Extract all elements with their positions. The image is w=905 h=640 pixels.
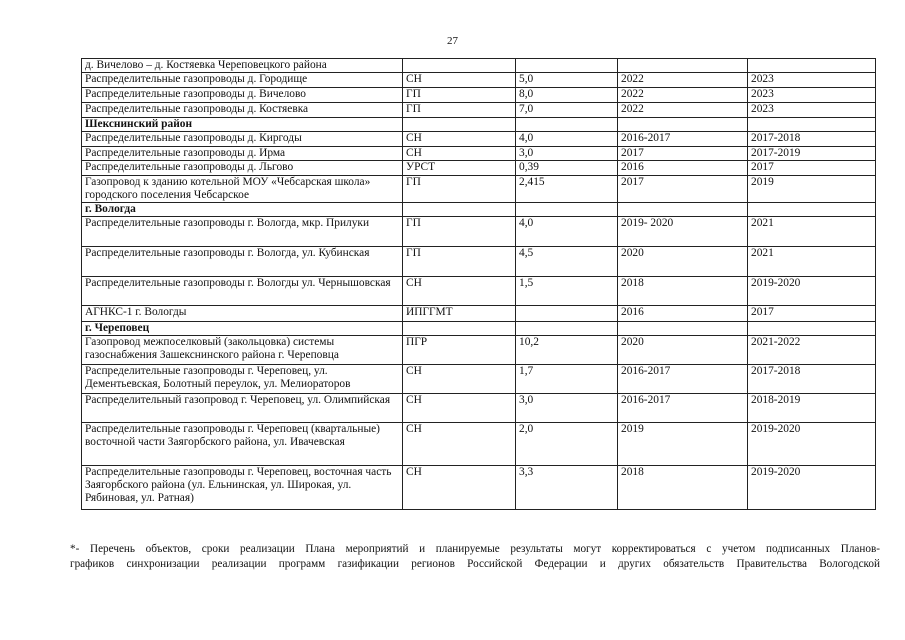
start-period-cell: 2022	[618, 73, 748, 88]
object-name-cell: Распределительный газопровод г. Череповец, ул. Олимпийская	[82, 394, 403, 423]
pipeline-type-cell: СН	[403, 423, 516, 466]
table-row	[82, 88, 876, 103]
table-row	[82, 365, 876, 394]
table-row	[82, 394, 876, 423]
length-cell	[516, 118, 618, 132]
start-period-cell: 2016-2017	[618, 132, 748, 147]
length-cell	[516, 322, 618, 336]
table-row	[82, 147, 876, 161]
start-period-cell: 2017	[618, 176, 748, 203]
pipeline-type-cell: ГП	[403, 103, 516, 118]
footnote	[70, 542, 880, 572]
object-name-cell: Распределительные газопроводы д. Вичелово	[82, 88, 403, 103]
end-period-cell: 2019	[748, 176, 876, 203]
length-cell: 1,7	[516, 365, 618, 394]
object-name-cell: Распределительные газопроводы д. Костяевка	[82, 103, 403, 118]
end-period-cell	[748, 59, 876, 73]
length-cell: 2,0	[516, 423, 618, 466]
end-period-cell	[748, 322, 876, 336]
pipeline-type-cell: ГП	[403, 247, 516, 277]
length-cell: 4,5	[516, 247, 618, 277]
start-period-cell: 2016-2017	[618, 365, 748, 394]
object-name-cell: Газопровод к зданию котельной МОУ «Чебсарская школа» городского поселения Чебсарское	[82, 176, 403, 203]
table-row	[82, 103, 876, 118]
length-cell	[516, 306, 618, 322]
pipeline-type-cell: ГП	[403, 88, 516, 103]
length-cell: 5,0	[516, 73, 618, 88]
table-row	[82, 59, 876, 73]
footnote-line-2: графиков синхронизации реализации программ газификации регионов Российской Федерации и других обязательств Правительства Вологодской	[70, 558, 880, 570]
start-period-cell: 2018	[618, 277, 748, 306]
pipeline-type-cell	[403, 322, 516, 336]
pipeline-type-cell: ПГР	[403, 336, 516, 365]
length-cell: 7,0	[516, 103, 618, 118]
length-cell: 3,0	[516, 147, 618, 161]
object-name-cell: Распределительные газопроводы г. Вологда, мкр. Прилуки	[82, 217, 403, 247]
start-period-cell: 2020	[618, 336, 748, 365]
pipeline-type-cell: СН	[403, 277, 516, 306]
end-period-cell: 2019-2020	[748, 423, 876, 466]
pipeline-type-cell: УРСТ	[403, 161, 516, 176]
gas-pipeline-table	[81, 58, 876, 510]
length-cell: 8,0	[516, 88, 618, 103]
footnote-line-1: *- Перечень объектов, сроки реализации Плана мероприятий и планируемые результаты могут корректироваться с учетом подписанных Планов-	[70, 543, 880, 555]
end-period-cell: 2017-2019	[748, 147, 876, 161]
section-header-row	[82, 322, 876, 336]
end-period-cell: 2021	[748, 217, 876, 247]
table-row	[82, 247, 876, 277]
end-period-cell: 2023	[748, 73, 876, 88]
object-name-cell: Распределительные газопроводы г. Череповец, ул. Дементьевская, Болотный переулок, ул. Мелиораторов	[82, 365, 403, 394]
start-period-cell	[618, 59, 748, 73]
end-period-cell: 2017-2018	[748, 365, 876, 394]
table-row	[82, 132, 876, 147]
end-period-cell: 2017-2018	[748, 132, 876, 147]
pipeline-type-cell	[403, 203, 516, 217]
page-number: 27	[447, 35, 458, 47]
section-title-cell: г. Череповец	[82, 322, 403, 336]
end-period-cell: 2019-2020	[748, 466, 876, 510]
length-cell: 3,3	[516, 466, 618, 510]
length-cell: 2,415	[516, 176, 618, 203]
start-period-cell: 2016	[618, 306, 748, 322]
start-period-cell	[618, 203, 748, 217]
pipeline-type-cell: СН	[403, 147, 516, 161]
end-period-cell: 2023	[748, 88, 876, 103]
object-name-cell: Распределительные газопроводы д. Ирма	[82, 147, 403, 161]
table-row	[82, 466, 876, 510]
table-row	[82, 336, 876, 365]
table-row	[82, 423, 876, 466]
end-period-cell: 2017	[748, 161, 876, 176]
start-period-cell: 2016	[618, 161, 748, 176]
pipeline-type-cell: ГП	[403, 217, 516, 247]
end-period-cell: 2021	[748, 247, 876, 277]
object-name-cell: Распределительные газопроводы г. Череповец (квартальные) восточной части Заягорбского района, ул. Ивачевская	[82, 423, 403, 466]
end-period-cell: 2021-2022	[748, 336, 876, 365]
pipeline-type-cell: СН	[403, 73, 516, 88]
start-period-cell: 2022	[618, 103, 748, 118]
pipeline-type-cell: СН	[403, 466, 516, 510]
start-period-cell: 2022	[618, 88, 748, 103]
start-period-cell	[618, 322, 748, 336]
end-period-cell: 2023	[748, 103, 876, 118]
table-body	[82, 59, 876, 510]
table-row	[82, 176, 876, 203]
start-period-cell: 2020	[618, 247, 748, 277]
length-cell: 4,0	[516, 132, 618, 147]
start-period-cell	[618, 118, 748, 132]
pipeline-type-cell	[403, 118, 516, 132]
object-name-cell: д. Вичелово – д. Костяевка Череповецкого района	[82, 59, 403, 73]
section-header-row	[82, 118, 876, 132]
object-name-cell: Распределительные газопроводы д. Льгово	[82, 161, 403, 176]
length-cell: 10,2	[516, 336, 618, 365]
length-cell: 4,0	[516, 217, 618, 247]
section-title-cell: Шекснинский район	[82, 118, 403, 132]
table-row	[82, 161, 876, 176]
table-row	[82, 306, 876, 322]
end-period-cell: 2017	[748, 306, 876, 322]
end-period-cell	[748, 118, 876, 132]
start-period-cell: 2018	[618, 466, 748, 510]
length-cell	[516, 203, 618, 217]
table-row	[82, 277, 876, 306]
pipeline-type-cell: СН	[403, 132, 516, 147]
table-row	[82, 217, 876, 247]
table-row	[82, 73, 876, 88]
object-name-cell: Распределительные газопроводы г. Вологда, ул. Кубинская	[82, 247, 403, 277]
object-name-cell: Распределительные газопроводы д. Городище	[82, 73, 403, 88]
start-period-cell: 2016-2017	[618, 394, 748, 423]
section-title-cell: г. Вологда	[82, 203, 403, 217]
end-period-cell: 2018-2019	[748, 394, 876, 423]
length-cell	[516, 59, 618, 73]
length-cell: 0,39	[516, 161, 618, 176]
object-name-cell: Газопровод межпоселковый (закольцовка) системы газоснабжения Зашекснинского района г. Череповца	[82, 336, 403, 365]
length-cell: 1,5	[516, 277, 618, 306]
pipeline-type-cell: СН	[403, 394, 516, 423]
section-header-row	[82, 203, 876, 217]
object-name-cell: АГНКС-1 г. Вологды	[82, 306, 403, 322]
object-name-cell: Распределительные газопроводы г. Череповец, восточная часть Заягорбского района (ул. Ельнинская, ул. Широкая, ул. Рябиновая, ул. Ратная)	[82, 466, 403, 510]
object-name-cell: Распределительные газопроводы д. Киргоды	[82, 132, 403, 147]
start-period-cell: 2017	[618, 147, 748, 161]
start-period-cell: 2019- 2020	[618, 217, 748, 247]
length-cell: 3,0	[516, 394, 618, 423]
pipeline-type-cell	[403, 59, 516, 73]
object-name-cell: Распределительные газопроводы г. Вологды ул. Чернышовская	[82, 277, 403, 306]
pipeline-type-cell: СН	[403, 365, 516, 394]
end-period-cell	[748, 203, 876, 217]
start-period-cell: 2019	[618, 423, 748, 466]
end-period-cell: 2019-2020	[748, 277, 876, 306]
pipeline-type-cell: ИПГГМТ	[403, 306, 516, 322]
pipeline-type-cell: ГП	[403, 176, 516, 203]
